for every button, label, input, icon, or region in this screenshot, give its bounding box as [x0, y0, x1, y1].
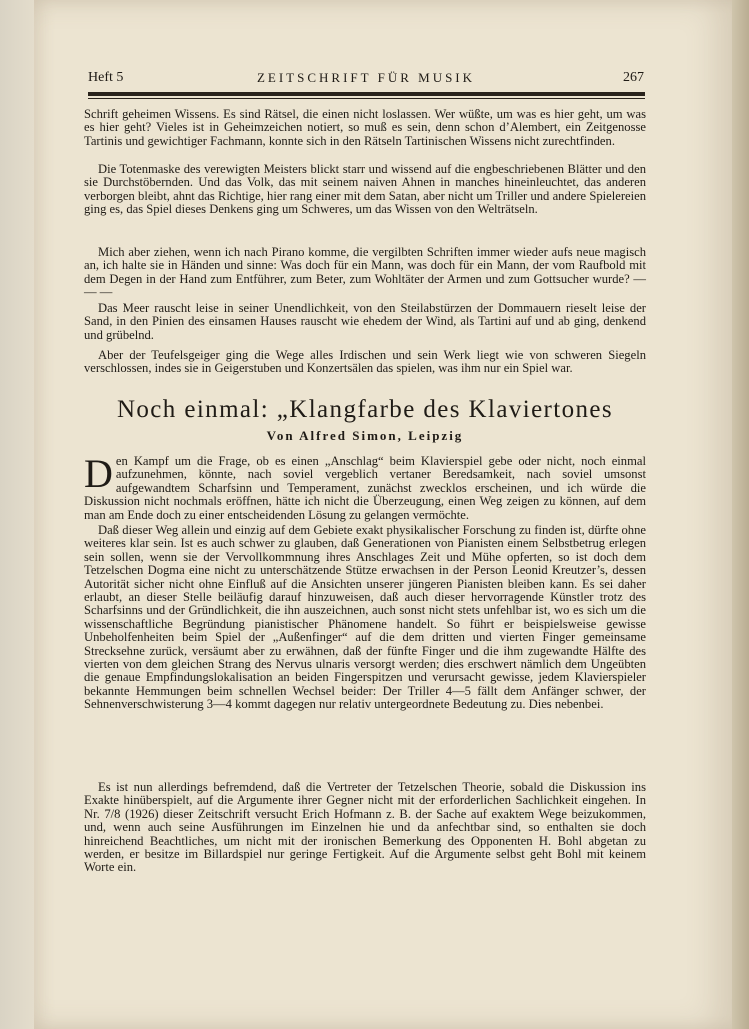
article-paragraph-3: Es ist nun allerdings befremdend, daß die Vertreter der Tetzelschen Theorie, sobald die Diskussion ins Exakte hinüberspielt, auf die Argumente ihrer Gegner nicht mit der erforderlichen Sachlichkeit eingehen. In Nr. 7/8 (1926) dieser Zeitschrift versucht Erich Hofmann z. B. der Sache auf exaktem Wege beizukommen, und, wenn auch seine Ausführungen im Einzelnen hie und da anfechtbar sind, so enthalten sie doch hinreichend Beachtliches, um nicht mit der ironischen Bemerkung des Opponenten H. Bohl abgetan zu werden, er besitze im Billardspiel nur geringe Fertigkeit. Auf die Argumente selbst geht Bohl mit keinem Worte ein.	[84, 780, 646, 875]
paragraph-2: Die Totenmaske des verewigten Meisters blickt starr und wissend auf die engbeschriebenen Blätter und den sie Durchstöbernden. Und das Volk, das mit seinem naiven Ahnen in manches hineinleuchtet, das anderen verborgen bleibt, ahnt das Richtige, hier rang einer mit dem Satan, aber nicht um Triller und andere Spielereien ging es, das Spiel dieses Denkens ging um Schweres, um das Wissen von den Welträtseln.	[84, 162, 646, 217]
issue-label: Heft 5	[88, 70, 124, 85]
article-paragraph-1-text: en Kampf um die Frage, ob es einen „Anschlag“ beim Klavierspiel gebe oder nicht, noch einmal aufzunehmen, könnte, nach soviel vergeblich vertaner Beredsamkeit, nach soviel umsonst aufgewandtem Scharfsinn und Temperament, zunächst zwecklos erscheinen, und ich würde die Diskussion nicht nochmals eröffnen, hätte ich nicht die Überzeugung, einen Weg zeigen zu können, auf dem man am Ende doch zu einer entscheidenden Lösung zu gelangen vermöchte.	[84, 454, 646, 522]
paragraph-3: Mich aber ziehen, wenn ich nach Pirano komme, die vergilbten Schriften immer wieder aufs neue magisch an, ich halte sie in Händen und sinne: Was doch für ein Mann, was doch für ein Mann, der vom Raufbold mit dem Degen in der Hand zum Entführer, zum Beter, zum Wohltäter der Armen und zum Gottsucher wurde? — — —	[84, 245, 646, 300]
scan-margin-left	[0, 0, 34, 1029]
article-byline: Von Alfred Simon, Leipzig	[266, 428, 464, 443]
page-edge-right	[732, 0, 749, 1029]
page-number: 267	[623, 70, 644, 85]
drop-cap: D	[84, 451, 113, 496]
article-title: Noch einmal: „Klangfarbe des Klaviertones	[116, 396, 614, 423]
paragraph-4: Das Meer rauscht leise in seiner Unendlichkeit, von den Steilabstürzen der Dommauern rieselt leise der Sand, in den Pinien des einsamen Hauses rauscht wie ehedem der Wind, als Tartini auf und ab ging, denkend und grübelnd.	[84, 301, 646, 342]
article-paragraph-2: Daß dieser Weg allein und einzig auf dem Gebiete exakt physikalischer Forschung zu finden ist, dürfte ohne weiteres klar sein. Ist es auch schwer zu glauben, daß Generationen von Pianisten einem Selbstbetrug erlegen sein sollen, wenn sie der Vervollkommnung ihres Anschlages Zeit und Mühe opferten, so ist doch dem Tetzelschen Dogma eine nicht zu unterschätzende Stütze erwachsen in der Person Leonid Kreutzer’s, dessen Autorität sicher nicht ohne Einfluß auf die Ansichten unserer jüngeren Pianisten bleiben kann. Es sei daher erlaubt, an dieser Stelle beiläufig darauf hinzuweisen, daß auch dieser hervorragende Künstler trotz des Scharfsinns und der Gründlichkeit, die ihn auszeichnen, auch sonst nicht stets unfehlbar ist, wo es sich um die wissenschaftliche Begründung pianistischer Phänomene handelt. So führt er beispielsweise gewisse Unbeholfenheiten beim Spiel der „Außenfinger“ auf die dem dritten und vierten Finger gemeinsame Strecksehne zurück, versäumt aber zu erwähnen, daß der fünfte Finger und die ihm zugewandte Hälfte des vierten von dem gleichen Strang des Nervus ulnaris versorgt werden; dies erschwert nämlich dem Ungeübten die genaue Empfindungslokalisation an beiden Fingerspitzen und verursacht gewisse, jedem Klavierspieler bekannte Hemmungen beim schnellen Wechsel beider: Der Triller 4—5 fällt dem Anfänger schwer, der Sehnenverschwisterung 3—4 kommt dagegen nur relativ untergeordnete Bedeutung zu. Dies nebenbei.	[84, 523, 646, 712]
header-rule-thick	[88, 92, 645, 96]
article-paragraph-1	[84, 451, 646, 522]
header-rule-thin	[88, 98, 645, 99]
paragraph-5: Aber der Teufelsgeiger ging die Wege alles Irdischen und sein Werk liegt wie von schweren Siegeln verschlossen, indes sie in Geigerstuben und Konzertsälen das spielen, was ihm nur ein Spiel war.	[84, 348, 646, 376]
paragraph-1: Schrift geheimen Wissens. Es sind Rätsel, die einen nicht loslassen. Wer wüßte, um was es hier geht, um was es hier geht? Vieles ist in Geheimzeichen notiert, so muß es sein, denn schon d’Alembert, ein Zeitgenosse Tartinis und gewichtiger Fachmann, konnte sich in den Rätseln Tartinischen Wissens nicht zurechtfinden.	[84, 107, 646, 148]
journal-title: ZEITSCHRIFT FÜR MUSIK	[256, 70, 476, 85]
running-header	[88, 70, 644, 94]
